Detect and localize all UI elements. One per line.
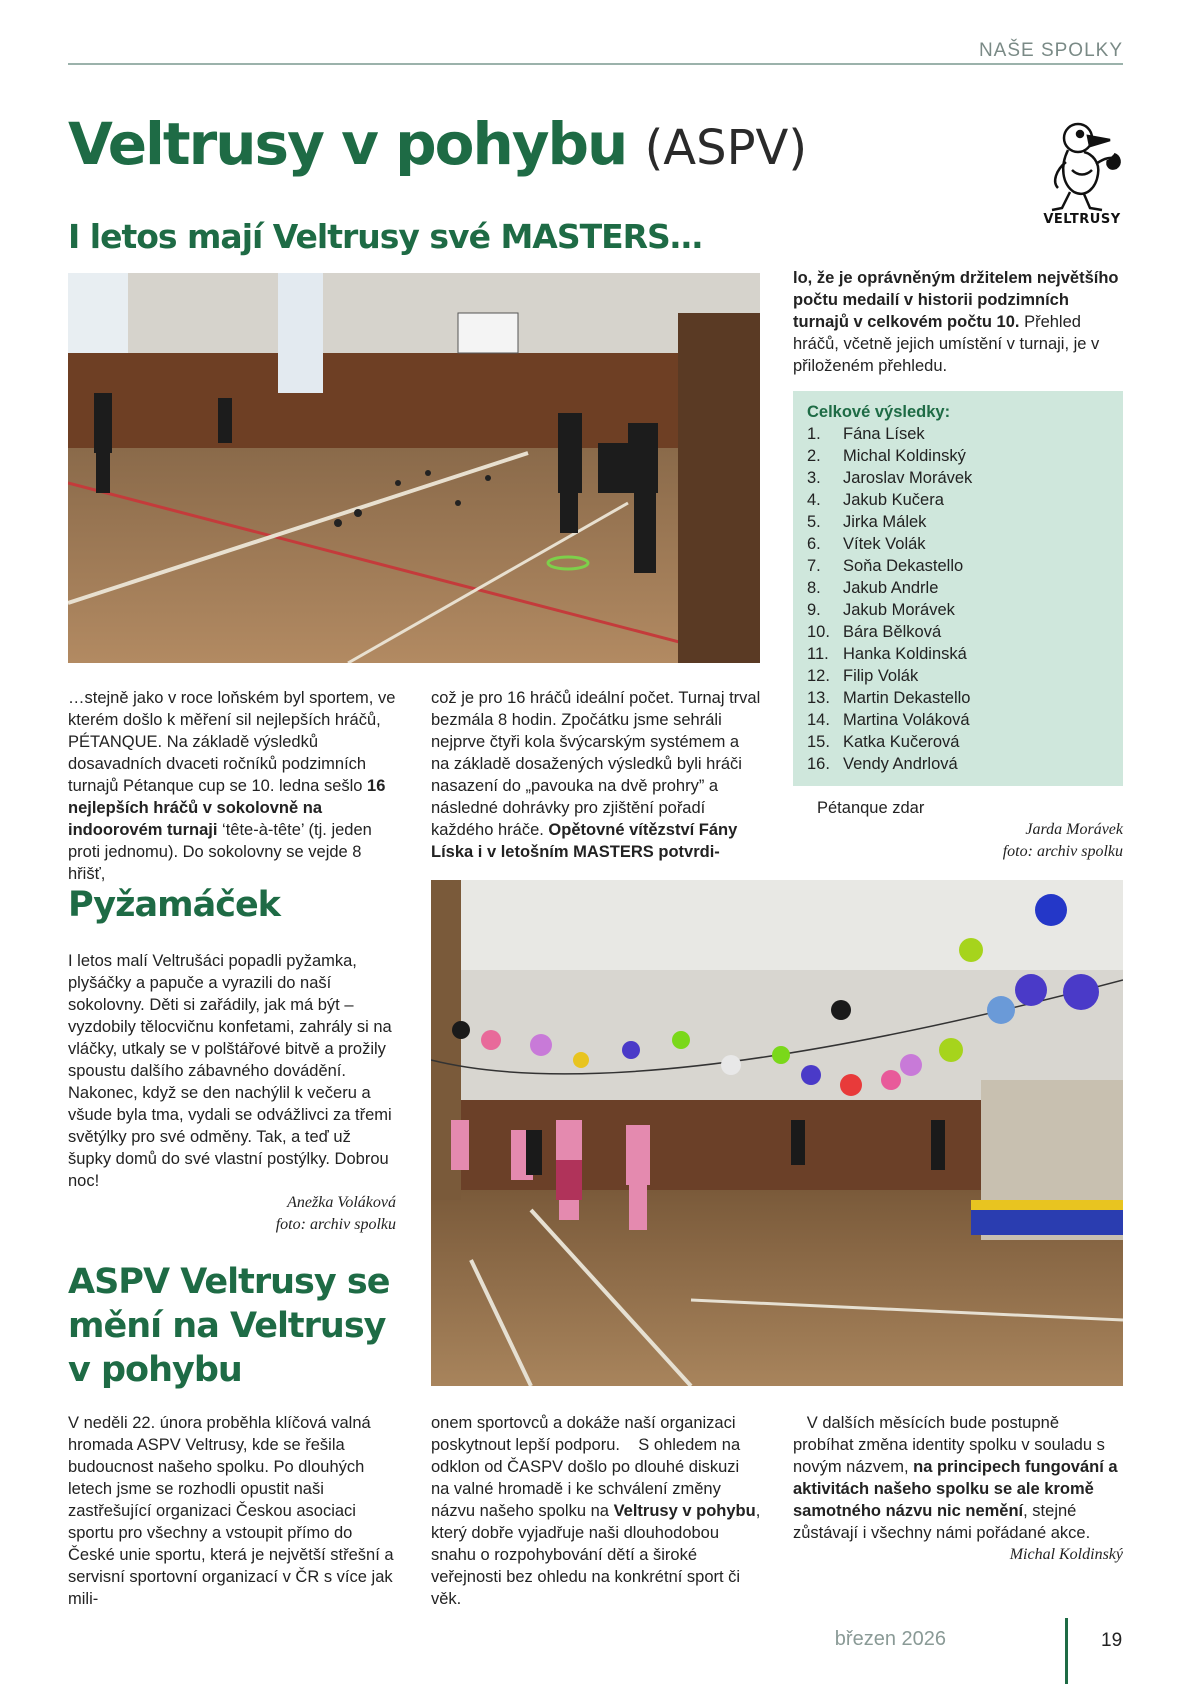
result-name: Jakub Andrle: [843, 579, 939, 597]
result-rank: 3.: [807, 469, 821, 487]
result-rank: 11.: [807, 645, 829, 663]
result-name: Filip Volák: [843, 667, 919, 685]
closing-line: Pétanque zdar: [817, 799, 925, 817]
logo-text: VELTRUSY: [1043, 212, 1121, 227]
result-name: Soňa Dekastello: [843, 557, 964, 575]
footer-divider: [1065, 1618, 1068, 1684]
results-box: [793, 391, 1123, 786]
result-rank: 10.: [807, 623, 830, 641]
article2-author: Anežka Voláková: [287, 1194, 396, 1211]
result-name: Vítek Volák: [843, 535, 926, 553]
result-rank: 13.: [807, 689, 830, 707]
result-item: [807, 643, 1109, 665]
result-name: Katka Kučerová: [843, 733, 960, 751]
result-item: [807, 665, 1109, 687]
result-item: [807, 467, 1109, 489]
result-name: Jaroslav Morávek: [843, 469, 973, 487]
text-run: což je pro 16 hráčů ideální počet. Turnaj trval bezmála 8 hodin. Zpočátku jsme sehráli nejprve čtyři kola švýcarským systémem a na základě dosažených výsledků byli hráči nasazení do „pavouka na dvě prohry” a následné dohrávky pro zjištění pořadí každého hráče.: [431, 689, 761, 839]
result-item: [807, 489, 1109, 511]
article3-author: Michal Koldinský: [1009, 1546, 1123, 1563]
article2-text: I letos malí Veltrušáci popadli pyžamka, plyšáčky a papuče a vyrazili do naší sokolovny. Děti si zařádily, jak má být – vyzdobily tělocvičnu konfetami, zahrály si na vláčky, utkaly se v polštářové bitvě a prožily spoustu dalšího zábavného dovádění. Nakonec, když se den nachýlil k večeru a všude byla tma, vydali se odvážlivci za třemi světýlky pro své odměny. Tak, a teď už šupky domů do své vlastní postýlky. Dobrou noc!: [68, 952, 392, 1190]
article2-photo-credit: foto: archiv spolku: [275, 1216, 396, 1233]
text-run: Opětovné vítězství Fány Líska i v letošním MASTERS potvrdi-: [431, 821, 738, 861]
result-rank: 2.: [807, 447, 821, 465]
photo-pyjama-party: [431, 880, 1123, 1386]
bird-mascot-icon: [1040, 118, 1124, 214]
text-run: onem sportovců a dokáže naší organizaci poskytnout lepší podporu. S ohledem na odklon od ČASPV došlo po dlouhé diskuzi na valné hromadě i ke schválení změny názvu našeho spolku na: [431, 1414, 741, 1520]
result-item: [807, 599, 1109, 621]
result-rank: 8.: [807, 579, 821, 597]
header-rule: [68, 63, 1123, 65]
result-item: [807, 555, 1109, 577]
results-list: [807, 423, 1109, 775]
result-item: [807, 753, 1109, 775]
page-number: 19: [1101, 1630, 1123, 1651]
text-run: , stejné zůstávají i všechny námi pořádané akce.: [793, 1502, 1091, 1542]
article3-heading-line: v pohybu: [68, 1350, 242, 1390]
result-rank: 16.: [807, 755, 830, 773]
result-name: Jakub Kučera: [843, 491, 944, 509]
section-label: NAŠE SPOLKY: [978, 40, 1123, 61]
article3-col2: [431, 1412, 761, 1610]
veltrusy-logo: [1040, 118, 1124, 230]
article1-author: Jarda Morávek: [1025, 821, 1123, 838]
article3-col1: [68, 1412, 398, 1610]
result-rank: 9.: [807, 601, 821, 619]
text-run: ‘tête-à-tête’ (tj. jeden proti jednomu). Do sokolovny se vejde 8 hřišť,: [68, 821, 372, 883]
article1-col2: [431, 687, 761, 863]
result-item: [807, 621, 1109, 643]
result-rank: 14.: [807, 711, 830, 729]
article1-heading: I letos mají Veltrusy své MASTERS…: [68, 217, 702, 256]
text-run: , který dobře vyjadřuje naši dlouhodobou snahu o rozpohybování dětí a široké veřejnosti bez ohledu na konkrétní sport či věk.: [431, 1502, 761, 1608]
result-item: [807, 533, 1109, 555]
result-name: Jakub Morávek: [843, 601, 955, 619]
text-run: lo, že je oprávněným držitelem největšího počtu medailí v historii podzimních turnajů v celkovém počtu 10.: [793, 269, 1119, 331]
title-main: Veltrusy v pohybu: [68, 110, 627, 178]
article3-heading-line: mění na Veltrusy: [68, 1306, 386, 1346]
result-rank: 15.: [807, 733, 830, 751]
article3-col3: [793, 1412, 1123, 1544]
text-run: na principech fungování a aktivitách našeho spolku se ale kromě samotného názvu nic nemění: [793, 1458, 1118, 1520]
article3-heading: [68, 1260, 398, 1392]
result-name: Michal Koldinský: [843, 447, 966, 465]
result-item: [807, 423, 1109, 445]
text-run: …stejně jako v roce loňském byl sportem, ve kterém došlo k měření sil nejlepších hráčů, PÉTANQUE. Na základě výsledků dosavadních dvaceti ročníků podzimních turnajů Pétanque cup se 10. ledna sešlo: [68, 689, 396, 795]
article2-heading: Pyžamáček: [68, 885, 280, 925]
result-item: [807, 709, 1109, 731]
result-rank: 4.: [807, 491, 821, 509]
article1-photo-credit: foto: archiv spolku: [1002, 843, 1123, 860]
result-item: [807, 511, 1109, 533]
result-rank: 6.: [807, 535, 821, 553]
result-name: Hanka Koldinská: [843, 645, 967, 663]
result-name: Martina Voláková: [843, 711, 970, 729]
result-item: [807, 731, 1109, 753]
result-name: Martin Dekastello: [843, 689, 971, 707]
result-rank: 7.: [807, 557, 821, 575]
result-rank: 5.: [807, 513, 821, 531]
footer-month: březen 2026: [834, 1628, 946, 1650]
article1-col1: [68, 687, 398, 885]
result-name: Fána Lísek: [843, 425, 925, 443]
text-run: V dalších měsících bude postupně probíhat změna identity spolku v souladu s novým názvem,: [793, 1414, 1105, 1476]
article3-heading-line: ASPV Veltrusy se: [68, 1262, 390, 1302]
text-run: V neděli 22. února proběhla klíčová valná hromada ASPV Veltrusy, kde se řešila budoucnost našeho spolku. Po dlouhých letech jsme se rozhodli opustit naši zastřešující organizaci Českou asociaci sportu pro všechny a vstoupit přímo do České unie sportu, která je největší střešní a servisní sportovní organizací v ČR s více jak mili-: [68, 1414, 394, 1608]
page-title: [68, 110, 807, 178]
photo-petanque: [68, 273, 760, 663]
result-item: [807, 577, 1109, 599]
title-paren: (ASPV): [644, 120, 808, 176]
result-name: Jirka Málek: [843, 513, 927, 531]
text-run: Veltrusy v pohybu: [613, 1502, 756, 1520]
result-name: Bára Bělková: [843, 623, 942, 641]
result-name: Vendy Andrlová: [843, 755, 958, 773]
article1-col3: [793, 267, 1123, 377]
result-item: [807, 445, 1109, 467]
result-rank: 12.: [807, 667, 830, 685]
text-run: 16 nejlepších hráčů v sokolovně na indoorovém turnaji: [68, 777, 386, 839]
results-title: Celkové výsledky:: [807, 403, 951, 421]
result-rank: 1.: [807, 425, 821, 443]
text-run: Přehled hráčů, včetně jejich umístění v turnaji, je v přiloženém přehledu.: [793, 313, 1100, 375]
result-item: [807, 687, 1109, 709]
